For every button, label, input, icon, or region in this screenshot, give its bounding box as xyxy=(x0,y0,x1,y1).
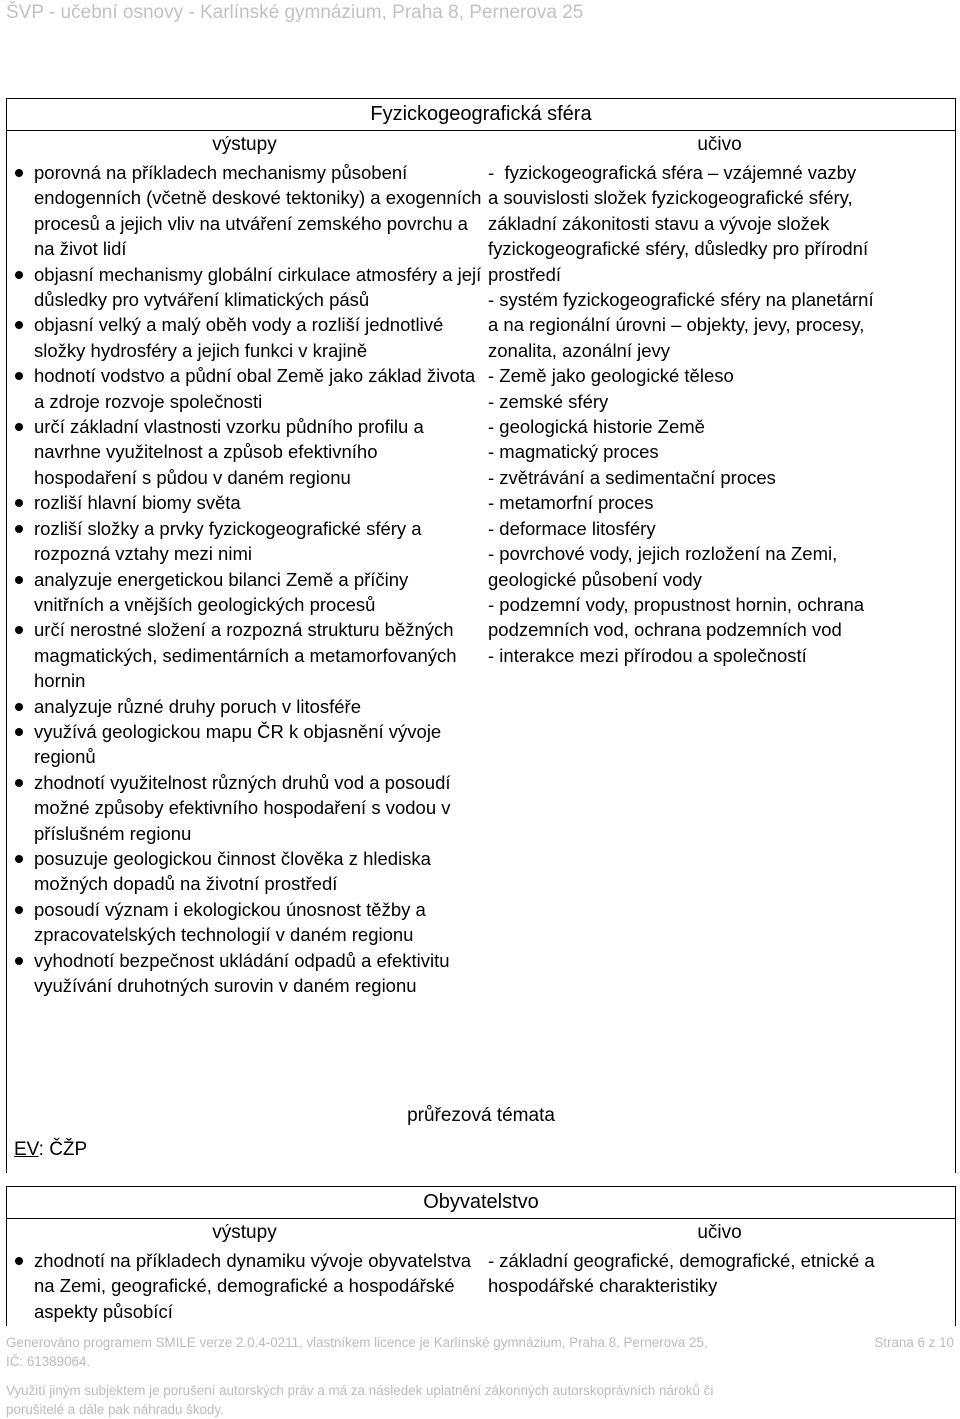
header-divider xyxy=(7,130,955,131)
vystup-text: zhodnotí na příkladech dynamiku vývoje obyvatelstva na Zemi, geografické, demografické a hospodářské aspekty působící xyxy=(34,1250,472,1322)
bullet-icon xyxy=(15,499,23,507)
vystup-item xyxy=(14,1248,482,1324)
column-header-vystupy: výstupy xyxy=(212,1222,277,1243)
vystup-text: určí základní vlastnosti vzorku půdního profilu a navrhne využitelnost a způsob efektivního hospodaření s půdou v daném regionu xyxy=(34,416,424,488)
vystup-text: objasní mechanismy globální cirkulace atmosféry a její důsledky pro vytváření klimatických pásů xyxy=(34,263,482,311)
bullet-icon xyxy=(15,703,23,711)
vystup-item xyxy=(14,567,482,618)
vystup-item xyxy=(14,312,482,363)
vystup-text: objasní velký a malý oběh vody a rozliší jednotlivé složky hydrosféry a jejich funkci v krajině xyxy=(34,314,444,361)
ucivo-line: a na regionální úrovni – objekty, jevy, procesy, xyxy=(488,314,865,336)
ucivo-line: - deformace litosféry xyxy=(488,517,656,539)
header-divider xyxy=(7,1218,955,1219)
ucivo-line: zonalita, azonální jevy xyxy=(488,339,671,361)
vystup-text: posoudí význam i ekologickou únosnost těžby a zpracovatelských technologií v daném regionu xyxy=(34,898,426,946)
vystup-text: porovná na příkladech mechanismy působení endogenních (včetně deskové tektoniky) a exogenních procesů a jejich vliv na utváření zemského povrchu a na život lidí xyxy=(34,162,482,260)
page-footer xyxy=(6,1333,954,1419)
bullet-icon xyxy=(15,1257,23,1265)
ucivo-line: - fyzickogeografická sféra – vzájemné vazby xyxy=(488,162,857,183)
ucivo-line: - interakce mezi přírodou a společností xyxy=(488,644,807,666)
ucivo-line: a souvislosti složek fyzickogeografické sféry, xyxy=(488,187,853,209)
bullet-icon xyxy=(15,525,23,533)
vystup-text: hodnotí vodstvo a půdní obal Země jako základ života a zdroje rozvoje společnosti xyxy=(34,365,476,412)
ucivo-line: základní zákonitosti stavu a vývoje složek xyxy=(488,212,830,234)
ucivo-line: - systém fyzickogeografické sféry na planetární xyxy=(488,289,874,311)
vystup-item xyxy=(14,770,482,846)
ucivo-line: - zvětrávání a sedimentační proces xyxy=(488,466,776,488)
bullet-icon xyxy=(15,855,23,863)
vystup-text: posuzuje geologickou činnost člověka z hlediska možných dopadů na životní prostředí xyxy=(34,847,431,895)
vystup-text: zhodnotí využitelnost různých druhů vod a posoudí možné způsoby efektivního hospodaření s vodou v příslušném regionu xyxy=(34,771,451,844)
vystup-item xyxy=(14,694,482,719)
ev-topic-code: : ČŽP xyxy=(38,1139,88,1160)
ucivo-line: - geologická historie Země xyxy=(488,416,705,438)
vystup-text: určí nerostné složení a rozpozná strukturu běžných magmatických, sedimentárních a metamorfovaných hornin xyxy=(34,619,457,692)
ucivo-line: - podzemní vody, propustnost hornin, ochrana xyxy=(488,593,865,615)
vystup-item xyxy=(14,160,482,262)
footer-copyright-line: porušitelé a dále pak náhradu škody. xyxy=(6,1402,224,1417)
cross-curricular-topics-label: průřezová témata xyxy=(407,1105,555,1126)
page-number: Strana 6 z 10 xyxy=(874,1335,954,1350)
bullet-icon xyxy=(15,957,23,965)
vystup-text: rozliší hlavní biomy světa xyxy=(34,492,241,514)
vystup-item xyxy=(14,846,482,897)
ucivo-line: hospodářské charakteristiky xyxy=(488,1275,718,1297)
bullet-icon xyxy=(15,423,23,431)
ucivo-line: - Země jako geologické těleso xyxy=(488,365,734,387)
ucivo-line: fyzickogeografické sféry, důsledky pro přírodní xyxy=(488,238,869,260)
vystup-item xyxy=(14,490,482,515)
column-header-ucivo: učivo xyxy=(697,1222,742,1243)
vystup-text: analyzuje energetickou bilanci Země a příčiny vnitřních a vnějších geologických procesů xyxy=(34,568,409,615)
ev-abbreviation: EV xyxy=(14,1139,39,1160)
curriculum-table-obyvatelstvo xyxy=(6,1186,956,1326)
bullet-icon xyxy=(15,728,23,736)
curriculum-table-fyzickogeograficka xyxy=(6,98,956,1173)
bullet-icon xyxy=(15,779,23,787)
document-header: ŠVP - učební osnovy - Karlínské gymnázium, Praha 8, Pernerova 25 xyxy=(6,2,584,23)
ev-topic xyxy=(14,1137,87,1163)
column-header-ucivo: učivo xyxy=(697,134,742,155)
footer-generator-note: Generováno programem SMILE verze 2.0.4-0211, vlastníkem licence je Karlínské gymnázium, Praha 8, Pernerova 25, xyxy=(6,1335,708,1350)
bullet-icon xyxy=(15,906,23,914)
vystupy-list xyxy=(14,160,482,998)
vystup-text: analyzuje různé druhy poruch v litosféře xyxy=(34,695,362,717)
vystup-item xyxy=(14,948,482,999)
footer-copyright-line: Využití jiným subjektem je porušení autorských práv a má za následek uplatnění zákonných autorskoprávních nároků či xyxy=(6,1383,714,1398)
ucivo-line: - povrchové vody, jejich rozložení na Zemi, xyxy=(488,543,838,565)
bullet-icon xyxy=(15,626,23,634)
bullet-icon xyxy=(15,576,23,584)
vystup-text: rozliší složky a prvky fyzickogeografické sféry a rozpozná vztahy mezi nimi xyxy=(34,517,422,565)
ucivo-line: - metamorfní proces xyxy=(488,492,654,514)
vystup-item xyxy=(14,262,482,313)
vystup-item xyxy=(14,719,482,770)
column-header-vystupy: výstupy xyxy=(212,134,277,155)
bullet-icon xyxy=(15,321,23,329)
section-title: Obyvatelstvo xyxy=(423,1191,539,1213)
ucivo-line: - zemské sféry xyxy=(488,390,609,412)
bullet-icon xyxy=(15,169,23,177)
vystup-item xyxy=(14,897,482,948)
vystup-text: vyhodnotí bezpečnost ukládání odpadů a efektivitu využívání druhotných surovin v daném regionu xyxy=(34,949,450,996)
vystup-item xyxy=(14,617,482,693)
ucivo-line: - magmatický proces xyxy=(488,441,659,463)
vystup-text: využívá geologickou mapu ČR k objasnění vývoje regionů xyxy=(34,720,442,768)
section-title: Fyzickogeografická sféra xyxy=(370,103,592,125)
bullet-icon xyxy=(15,372,23,380)
vystup-item xyxy=(14,363,482,414)
vystup-item xyxy=(14,516,482,567)
vystup-item xyxy=(14,414,482,490)
ucivo-line: podzemních vod, ochrana podzemních vod xyxy=(488,619,842,641)
footer-ico: IČ: 61389064. xyxy=(6,1354,91,1369)
ucivo-list xyxy=(488,160,948,668)
bullet-icon xyxy=(15,271,23,279)
ucivo-line: geologické působení vody xyxy=(488,568,702,590)
ucivo-line: - základní geografické, demografické, etnické a xyxy=(488,1250,875,1271)
ucivo-line: prostředí xyxy=(488,263,562,285)
vystupy-list xyxy=(14,1248,482,1324)
ucivo-list xyxy=(488,1248,948,1299)
